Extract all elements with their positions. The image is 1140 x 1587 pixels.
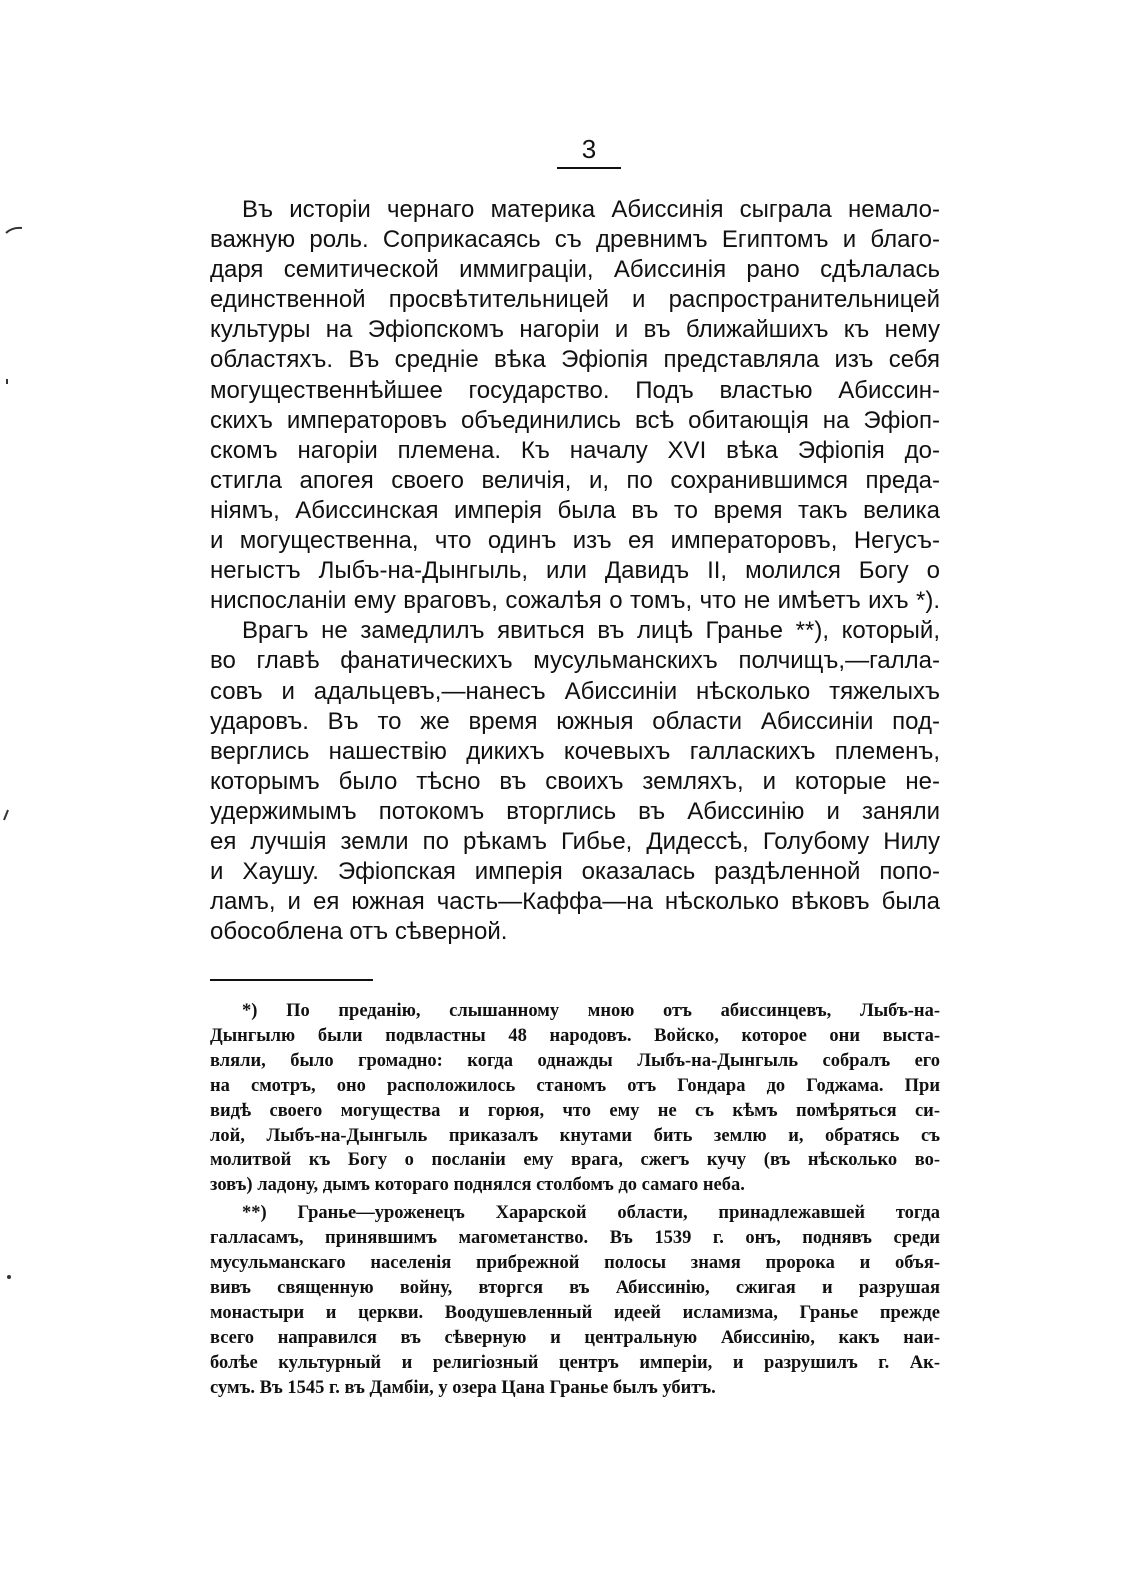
text-line: культуры на Эфіопскомъ нагоріи и въ ближайшихъ къ нему — [210, 316, 940, 344]
main-text — [210, 195, 940, 947]
paragraph-1 — [210, 195, 940, 616]
scan-speck-mark — [4, 224, 24, 236]
footnote-line: Дынгылю были подвластны 48 народовъ. Войско, которое они выста- — [210, 1025, 940, 1046]
scan-speck-mark — [4, 378, 10, 386]
text-line: и Хаушу. Эфіопская имперія оказалась раздѣленной попо- — [210, 858, 940, 886]
text-line: ниспосланіи ему враговъ, сожалѣя о томъ, что не имѣетъ ихъ *). — [210, 587, 940, 615]
text-line: единственной просвѣтительницей и распространительницей — [210, 286, 940, 314]
text-line: Врагъ не замедлилъ явиться въ лицѣ Гранье **), который, — [242, 617, 940, 645]
scan-speck-mark — [6, 1274, 12, 1280]
footnote-line: монастыри и церкви. Воодушевленный идеей исламизма, Гранье прежде — [210, 1302, 940, 1323]
footnote-2 — [210, 1201, 940, 1400]
footnote-line: на смотръ, оно расположилось станомъ отъ Гондара до Годжама. При — [210, 1075, 940, 1096]
footnote-line: вляли, было громадно: когда однажды Лыбъ-на-Дынгыль собралъ его — [210, 1050, 940, 1071]
footnote-1 — [210, 999, 940, 1198]
footnote-line: видѣ своего могущества и горюя, что ему не съ кѣмъ помѣряться си- — [210, 1100, 940, 1121]
text-line: удержимымъ потокомъ вторглись въ Абиссинію и заняли — [210, 797, 940, 825]
text-line: верглись нашествію дикихъ кочевыхъ галласкихъ племенъ, — [210, 737, 940, 765]
text-line: могущественнѣйшее государство. Подъ властью Абиссин- — [210, 376, 940, 404]
text-line: важную роль. Соприкасаясь съ древнимъ Египтомъ и благо- — [210, 226, 940, 254]
footnote-line: всего направился въ сѣверную и центральную Абиссинію, какъ наи- — [210, 1327, 940, 1348]
text-line: скомъ нагоріи племена. Къ началу XVI вѣка Эфіопія до- — [210, 436, 940, 464]
scan-speck-mark — [2, 808, 10, 822]
footnote-line: вивъ священную войну, вторгся въ Абиссинію, сжигая и разрушая — [210, 1277, 940, 1298]
footnote-line: болѣе культурный и религіозный центръ имперіи, и разрушилъ г. Ак- — [210, 1352, 940, 1373]
text-line: Въ исторіи чернаго материка Абиссинія сыграла немало- — [242, 196, 940, 223]
text-line: во главѣ фанатическихъ мусульманскихъ полчищъ,—галла- — [210, 647, 940, 675]
footnote-line: галласамъ, принявшимъ магометанство. Въ 1539 г. онъ, поднявъ среди — [210, 1228, 940, 1249]
text-line: которымъ было тѣсно въ своихъ земляхъ, и которые не- — [210, 767, 940, 795]
text-line: совъ и адальцевъ,—нанесъ Абиссиніи нѣсколько тяжелыхъ — [210, 677, 940, 705]
footnote-line: молитвой къ Богу о посланіи ему врага, сжегъ кучу (въ нѣсколько во- — [210, 1150, 940, 1171]
text-line: обособлена отъ сѣверной. — [210, 918, 508, 946]
footnote-line: лой, Лыбъ-на-Дынгыль приказалъ кнутами бить землю и, обратясь съ — [210, 1125, 940, 1146]
footnote-line: сумъ. Въ 1545 г. въ Дамбіи, у озера Цана Гранье былъ убитъ. — [210, 1377, 716, 1398]
page-number: 3 — [557, 134, 621, 169]
footnote-line: зовъ) ладону, дымъ котораго поднялся столбомъ до самаго неба. — [210, 1175, 745, 1196]
footnote-line: мусульманскаго населенія прибрежной полосы знамя пророка и объя- — [210, 1253, 940, 1274]
text-line: негыстъ Лыбъ-на-Дынгыль, или Давидъ II, молился Богу о — [210, 557, 940, 585]
text-line: скихъ императоровъ объединились всѣ обитающія на Эфіоп- — [210, 406, 940, 434]
footnote-divider — [210, 979, 373, 981]
text-line: ніямъ, Абиссинская имперія была въ то время такъ велика — [210, 496, 940, 524]
paragraph-2 — [210, 616, 940, 947]
footnote-line: **) Гранье—уроженецъ Харарской области, принадлежавшей тогда — [242, 1203, 940, 1224]
text-line: областяхъ. Въ средніе вѣка Эфіопія представляла изъ себя — [210, 346, 940, 374]
text-line: даря семитической иммиграціи, Абиссинія рано сдѣлалась — [210, 256, 940, 284]
text-line: и могущественна, что одинъ изъ ея императоровъ, Негусъ- — [210, 527, 940, 555]
text-line: ударовъ. Въ то же время южныя области Абиссиніи под- — [210, 707, 940, 735]
footnote-line: *) По преданію, слышанному мною отъ абиссинцевъ, Лыбъ-на- — [242, 1001, 940, 1021]
text-line: стигла апогея своего величія, и, по сохранившимся преда- — [210, 466, 940, 494]
footnotes — [210, 999, 940, 1401]
text-line: ламъ, и ея южная часть—Каффа—на нѣсколько вѣковъ была — [210, 888, 940, 916]
text-line: ея лучшія земли по рѣкамъ Гибье, Дидессѣ, Голубому Нилу — [210, 827, 940, 855]
